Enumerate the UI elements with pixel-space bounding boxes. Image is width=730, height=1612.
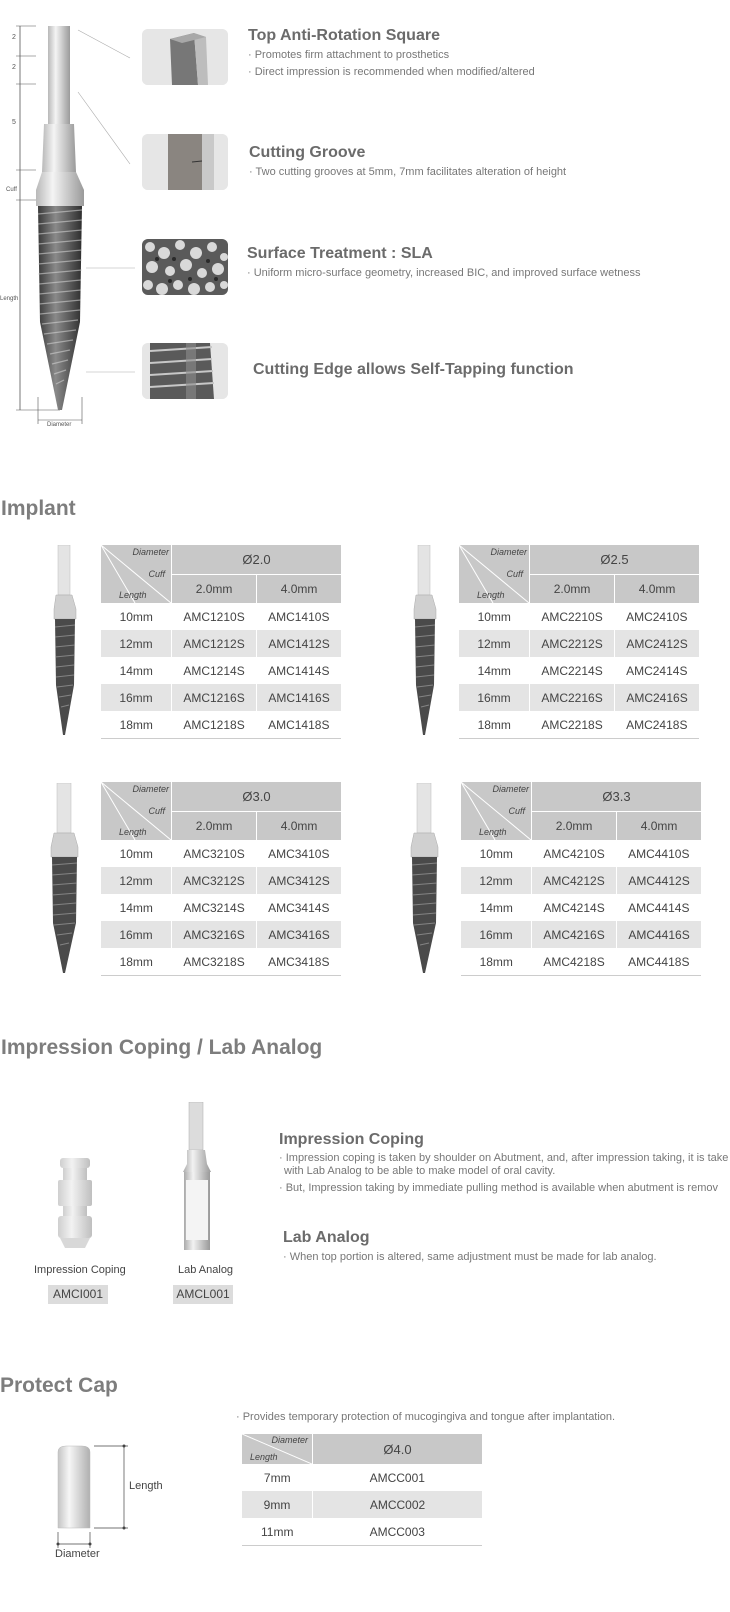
table-row [101,684,341,711]
implant-table-3 [101,782,341,976]
lab-analog-info [283,1229,723,1266]
code-cell: AMC3214S [183,900,245,915]
code-cell: AMC4410S [628,846,690,861]
length-header: Length [479,827,507,837]
protect-cap-length-label: Length [129,1480,163,1492]
code-cell: AMC3210S [183,846,245,861]
code-cell: AMC1210S [183,609,245,624]
impression-section-title: Impression Coping / Lab Analog [1,1036,323,1059]
table-row [101,603,341,630]
diameter-value: Ø3.3 [532,782,702,812]
impression-coping-image [55,1158,95,1250]
cutting-groove-thumbnail [142,134,228,190]
code-cell: AMC3418S [257,948,341,976]
code-cell: AMC2216S [530,684,615,711]
code-cell: AMC4210S [543,846,605,861]
table-row [101,630,341,657]
info-line: · When top portion is altered, same adjustment must be made for lab analog. [283,1251,657,1263]
diameter-header: Diameter [492,784,529,794]
table-row [459,657,699,684]
length-cell: 14mm [479,900,513,915]
code-cell: AMC4418S [617,948,701,976]
code-cell: AMCC001 [369,1470,425,1485]
length-cell: 18mm [101,711,172,739]
code-cell: AMC2414S [626,663,688,678]
implant-image [48,783,82,975]
length-cell: 16mm [101,684,172,711]
implant-section-title: Implant [1,497,76,520]
implant-image [50,545,80,737]
cutting-edge-thumbnail [142,343,228,399]
table-row [242,1518,482,1546]
anti-rotation-thumbnail [142,29,228,85]
length-cell: 18mm [461,948,532,976]
info-line: · But, Impression taking by immediate pulling method is available when abutment is remov [279,1182,718,1194]
cuff-value: 4.0mm [617,812,701,841]
cuff-value: 2.0mm [172,812,257,841]
feature-line: · Direct impression is recommended when modified/altered [248,66,535,78]
code-cell: AMC4214S [543,900,605,915]
impression-coping-heading: Impression Coping [279,1131,424,1148]
length-cell: 10mm [119,846,153,861]
cuff-header: Cuff [148,569,165,579]
lab-analog-heading: Lab Analog [283,1229,370,1246]
table-row [459,603,699,630]
code-cell: AMC2418S [615,711,699,739]
diameter-value: Ø2.0 [172,545,342,575]
code-cell: AMC3410S [268,846,330,861]
cuff-header: Cuff [508,806,525,816]
feature-anti-rotation [248,27,728,81]
diameter-value: Ø4.0 [313,1434,483,1464]
table-row [101,948,341,976]
protect-cap-table [242,1434,482,1546]
protect-cap-image [44,1438,136,1562]
code-cell: AMC3412S [257,867,341,894]
table-row [101,711,341,739]
diameter-header: Diameter [132,547,169,557]
table-row [459,711,699,739]
code-cell: AMC4216S [532,921,617,948]
table-row [459,630,699,657]
dim-label: Cuff [6,187,17,193]
impression-coping-label: Impression Coping [34,1264,126,1276]
code-cell: AMC3212S [172,867,257,894]
table-row [461,867,701,894]
cuff-value: 4.0mm [615,575,699,604]
length-header: Length [119,590,147,600]
length-cell: 18mm [101,948,172,976]
feature-cutting-groove [249,144,729,181]
feature-title: Top Anti-Rotation Square [248,27,440,44]
dim-label: 5 [12,119,16,126]
cuff-value: 2.0mm [530,575,615,604]
lab-analog-label: Lab Analog [178,1264,234,1276]
code-cell: AMC4416S [617,921,701,948]
code-cell: AMC2214S [541,663,603,678]
cuff-value: 4.0mm [257,812,341,841]
code-cell: AMC1418S [257,711,341,739]
code-cell: AMC2218S [530,711,615,739]
code-cell: AMC2212S [530,630,615,657]
length-cell: 10mm [477,609,511,624]
diameter-label: Diameter [47,422,72,428]
length-cell: 12mm [459,630,530,657]
cuff-header: Cuff [148,806,165,816]
code-cell: AMC3216S [172,921,257,948]
code-cell: AMC2410S [626,609,688,624]
length-header: Length [477,590,505,600]
feature-title: Cutting Groove [249,144,366,161]
cuff-value: 2.0mm [532,812,617,841]
code-cell: AMC1410S [268,609,330,624]
code-cell: AMC4212S [532,867,617,894]
diameter-header: Diameter [132,784,169,794]
impression-coping-info [279,1131,730,1195]
info-line: · Impression coping is taken by shoulder on Abutment, and, after impression taking, it is take [279,1152,729,1164]
cuff-header: Cuff [506,569,523,579]
code-cell: AMC4414S [628,900,690,915]
length-cell: 11mm [242,1518,313,1546]
feature-sla [247,245,727,282]
protect-cap-diameter-label: Diameter [55,1548,100,1560]
length-cell: 12mm [101,867,172,894]
implant-diagram [0,22,140,434]
length-cell: 12mm [461,867,532,894]
dim-label: 2 [12,64,16,71]
table-row [101,921,341,948]
length-cell: 16mm [461,921,532,948]
protect-cap-note: · Provides temporary protection of mucogingiva and tongue after implantation. [236,1411,616,1423]
code-cell: AMCC003 [313,1518,483,1546]
sla-surface-thumbnail [142,239,228,295]
protect-cap-section-title: Protect Cap [0,1374,118,1397]
feature-line: · Two cutting grooves at 5mm, 7mm facilitates alteration of height [249,166,567,178]
code-cell: AMCC002 [313,1491,483,1518]
code-cell: AMC3218S [172,948,257,976]
info-line: with Lab Analog to be able to make model of oral cavity. [284,1165,556,1177]
implant-table-1 [101,545,341,739]
code-cell: AMC3414S [268,900,330,915]
lab-analog-code: AMCL001 [173,1285,233,1304]
feature-cutting-edge [253,361,723,379]
code-cell: AMC4412S [617,867,701,894]
table-row [461,948,701,976]
feature-title: Surface Treatment : SLA [247,245,433,262]
feature-title: Cutting Edge allows Self-Tapping function [253,361,574,378]
cuff-value: 2.0mm [172,575,257,604]
code-cell: AMC1216S [172,684,257,711]
table-row [101,894,341,921]
code-cell: AMC2416S [615,684,699,711]
diameter-header: Diameter [490,547,527,557]
length-cell: 14mm [119,663,153,678]
length-cell: 12mm [101,630,172,657]
length-cell: 10mm [479,846,513,861]
diameter-header: Diameter [271,1435,308,1445]
length-cell: 18mm [459,711,530,739]
table-row [459,684,699,711]
table-row [101,657,341,684]
code-cell: AMC1214S [183,663,245,678]
code-cell: AMC4218S [532,948,617,976]
lab-analog-image [181,1102,213,1252]
feature-line: · Promotes firm attachment to prosthetics [248,49,450,61]
table-row [101,867,341,894]
code-cell: AMC1416S [257,684,341,711]
feature-line: · Uniform micro-surface geometry, increased BIC, and improved surface wetness [247,267,641,279]
implant-table-2 [459,545,699,739]
length-cell: 16mm [459,684,530,711]
length-cell: 16mm [101,921,172,948]
code-cell: AMC1212S [172,630,257,657]
table-row [101,840,341,867]
cuff-value: 4.0mm [257,575,341,604]
diameter-value: Ø2.5 [530,545,700,575]
table-row [461,894,701,921]
code-cell: AMC1414S [268,663,330,678]
code-cell: AMC1412S [257,630,341,657]
dim-label: 2 [12,34,16,41]
length-header: Length [250,1452,278,1462]
implant-image [410,545,440,737]
table-row [461,840,701,867]
impression-coping-code: AMCI001 [48,1285,108,1304]
table-row [242,1491,482,1518]
table-row [242,1464,482,1491]
length-cell: 14mm [119,900,153,915]
code-cell: AMC2210S [541,609,603,624]
code-cell: AMC2412S [615,630,699,657]
length-header: Length [119,827,147,837]
length-cell: 7mm [263,1470,291,1485]
implant-image [408,783,442,975]
code-cell: AMC1218S [172,711,257,739]
length-cell: 14mm [477,663,511,678]
implant-table-4 [461,782,701,976]
dim-label: Length [0,296,19,302]
table-row [461,921,701,948]
code-cell: AMC3416S [257,921,341,948]
length-cell: 9mm [242,1491,313,1518]
diameter-value: Ø3.0 [172,782,342,812]
length-cell: 10mm [119,609,153,624]
